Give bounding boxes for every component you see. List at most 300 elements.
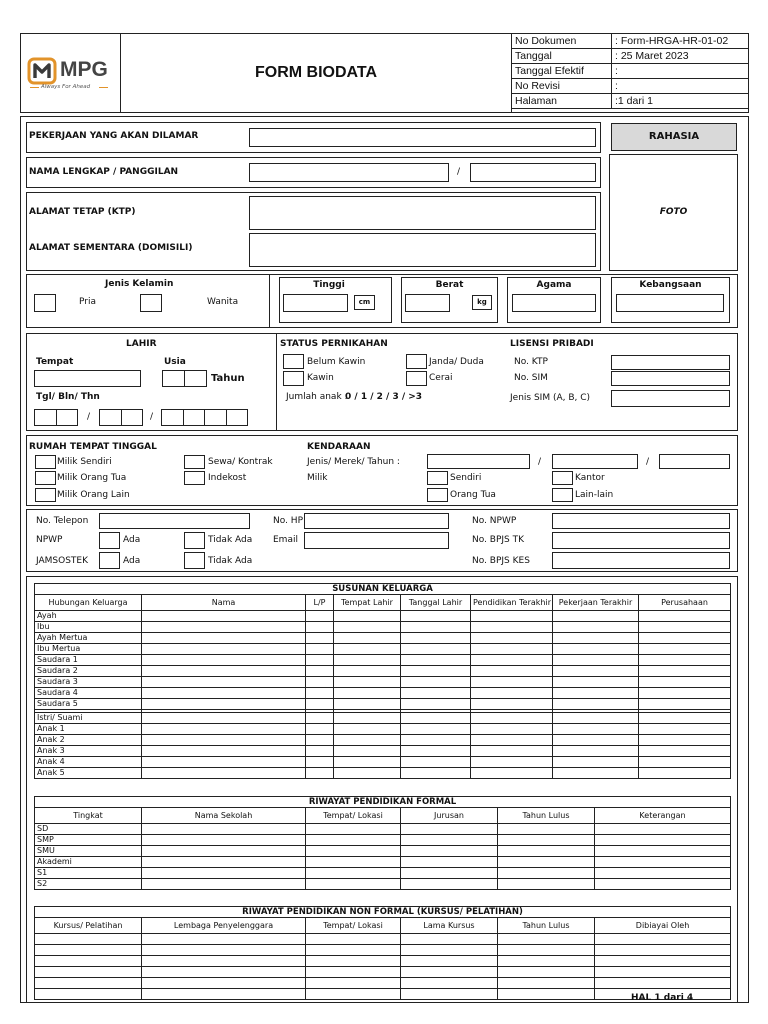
column-header: Tingkat (35, 808, 142, 824)
table-cell[interactable] (595, 857, 731, 868)
table-cell[interactable] (553, 757, 639, 768)
label-jamsostek: JAMSOSTEK (36, 556, 89, 566)
table-cell[interactable] (498, 945, 595, 956)
table-cell[interactable] (553, 622, 639, 633)
table-cell[interactable] (595, 824, 731, 835)
table-cell[interactable] (498, 868, 595, 879)
table-cell[interactable] (306, 934, 401, 945)
table-cell[interactable] (334, 724, 401, 735)
table-cell[interactable] (306, 666, 334, 677)
column-header: Lembaga Penyelenggara (142, 918, 306, 934)
row-label: Saudara 3 (35, 677, 142, 688)
table-row (35, 735, 731, 746)
table-cell[interactable] (334, 735, 401, 746)
table-row (35, 945, 731, 956)
table-cell[interactable] (142, 757, 306, 768)
table-cell[interactable] (142, 934, 306, 945)
table-cell[interactable] (306, 945, 401, 956)
label-kawin: Kawin (307, 373, 334, 383)
table-cell[interactable] (306, 611, 334, 622)
table-cell[interactable] (639, 713, 731, 724)
label-npwp-no: No. NPWP (472, 516, 517, 526)
mpg-logo-icon (27, 57, 57, 85)
table-row (35, 868, 731, 879)
table-cell[interactable] (306, 967, 401, 978)
table-cell[interactable] (595, 835, 731, 846)
table-cell[interactable] (471, 688, 553, 699)
label-tempat: Tempat (36, 357, 74, 367)
table-cell[interactable] (142, 879, 306, 890)
row-label (35, 934, 142, 945)
table-cell[interactable] (306, 644, 334, 655)
table-susunan-keluarga (34, 583, 731, 779)
label-indekost: Indekost (208, 473, 247, 483)
table-cell[interactable] (401, 846, 498, 857)
table-cell[interactable] (306, 824, 401, 835)
doc-value: :1 dari 1 (612, 94, 749, 109)
table-cell[interactable] (639, 757, 731, 768)
table-cell[interactable] (142, 746, 306, 757)
table-cell[interactable] (306, 846, 401, 857)
table-cell[interactable] (595, 945, 731, 956)
label-ktp: No. KTP (514, 357, 548, 367)
table-cell[interactable] (471, 611, 553, 622)
table-cell[interactable] (334, 677, 401, 688)
table-cell[interactable] (639, 768, 731, 779)
table-cell[interactable] (401, 713, 471, 724)
table-row (35, 713, 731, 724)
table-cell[interactable] (553, 633, 639, 644)
label-lisensi: LISENSI PRIBADI (510, 339, 594, 349)
table-cell[interactable] (639, 677, 731, 688)
table-cell[interactable] (595, 846, 731, 857)
table-cell[interactable] (334, 713, 401, 724)
label-milik-ortu: Milik Orang Tua (57, 473, 127, 483)
table-cell[interactable] (334, 611, 401, 622)
doc-label: Halaman (512, 94, 612, 109)
table-cell[interactable] (334, 688, 401, 699)
table-cell[interactable] (142, 846, 306, 857)
table-cell[interactable] (639, 611, 731, 622)
table-cell[interactable] (553, 699, 639, 710)
row-label: Ayah Mertua (35, 633, 142, 644)
unit-cm-label: cm (358, 298, 371, 306)
label-cerai: Cerai (429, 373, 453, 383)
table-cell[interactable] (498, 978, 595, 989)
table-cell[interactable] (553, 746, 639, 757)
table-cell[interactable] (334, 768, 401, 779)
table-pendidikan-nonformal (34, 906, 731, 1000)
checkbox-belum-kawin[interactable] (283, 354, 304, 369)
column-header: Pekerjaan Terakhir (553, 595, 639, 611)
table-cell[interactable] (498, 857, 595, 868)
table-cell[interactable] (142, 735, 306, 746)
input-bln-1[interactable] (99, 409, 122, 426)
table-cell[interactable] (401, 611, 471, 622)
input-nama-panggilan[interactable] (470, 163, 596, 182)
table-cell[interactable] (306, 699, 334, 710)
tagline-line-right (99, 87, 108, 88)
input-usia-2[interactable] (184, 370, 207, 387)
input-alamat-sementara[interactable] (249, 233, 596, 267)
checkbox-sendiri[interactable] (427, 471, 448, 485)
label-hp: No. HP (273, 516, 303, 526)
table-cell[interactable] (142, 989, 306, 1000)
checkbox-kawin[interactable] (283, 371, 304, 386)
table-cell[interactable] (142, 611, 306, 622)
table-row (35, 978, 731, 989)
label-milik: Milik (307, 473, 328, 483)
table-cell[interactable] (306, 879, 401, 890)
doc-label: Tanggal Efektif (512, 64, 612, 79)
table-cell[interactable] (471, 713, 553, 724)
table-cell[interactable] (401, 677, 471, 688)
table-cell[interactable] (553, 666, 639, 677)
table-cell[interactable] (498, 824, 595, 835)
checkbox-sewa[interactable] (184, 455, 205, 469)
input-thn-2[interactable] (183, 409, 205, 426)
checkbox-indekost[interactable] (184, 471, 205, 485)
input-thn-1[interactable] (161, 409, 184, 426)
table-cell[interactable] (401, 835, 498, 846)
table-cell[interactable] (401, 655, 471, 666)
table-cell[interactable] (401, 857, 498, 868)
column-header: Perusahaan (639, 595, 731, 611)
table-cell[interactable] (334, 746, 401, 757)
table-cell[interactable] (142, 824, 306, 835)
table-cell[interactable] (639, 644, 731, 655)
checkbox-jamsostek-tidak[interactable] (184, 552, 205, 569)
row-label: Saudara 5 (35, 699, 142, 710)
table-cell[interactable] (306, 757, 334, 768)
checkbox-pria[interactable] (34, 294, 56, 312)
table-cell[interactable] (306, 746, 334, 757)
table-cell[interactable] (401, 735, 471, 746)
table-cell[interactable] (142, 633, 306, 644)
table-cell[interactable] (142, 868, 306, 879)
table-cell[interactable] (142, 699, 306, 710)
column-header: Keterangan (595, 808, 731, 824)
table-cell[interactable] (142, 967, 306, 978)
table-cell[interactable] (306, 835, 401, 846)
form-title: FORM BIODATA (254, 64, 378, 81)
table-cell[interactable] (306, 768, 334, 779)
input-npwp[interactable] (552, 513, 730, 529)
table-cell[interactable] (553, 713, 639, 724)
table-cell[interactable] (401, 879, 498, 890)
table-cell[interactable] (142, 655, 306, 666)
checkbox-lain-lain[interactable] (552, 488, 573, 502)
input-tgl-1[interactable] (34, 409, 57, 426)
input-jenis-sim[interactable] (611, 390, 730, 407)
checkbox-jamsostek-ada[interactable] (99, 552, 120, 569)
input-merek[interactable] (552, 454, 638, 469)
row-label: Saudara 2 (35, 666, 142, 677)
company-logo (27, 57, 117, 97)
label-npwp: NPWP (36, 535, 63, 545)
row-label (35, 967, 142, 978)
table-cell[interactable] (639, 666, 731, 677)
table-cell[interactable] (401, 978, 498, 989)
doc-label: No Dokumen (512, 34, 612, 49)
table-cell[interactable] (142, 713, 306, 724)
doc-value: : 25 Maret 2023 (612, 49, 749, 64)
table-row (35, 967, 731, 978)
input-hp[interactable] (304, 513, 449, 529)
table-cell[interactable] (142, 978, 306, 989)
jumlah-anak-options[interactable]: 0 / 1 / 2 / 3 / >3 (345, 392, 423, 402)
table-cell[interactable] (306, 724, 334, 735)
table-cell[interactable] (306, 956, 401, 967)
table-cell[interactable] (639, 746, 731, 757)
input-bpjs-kes[interactable] (552, 552, 730, 569)
table-cell[interactable] (595, 879, 731, 890)
table-cell[interactable] (553, 655, 639, 666)
table-cell[interactable] (401, 757, 471, 768)
table-cell[interactable] (639, 633, 731, 644)
table-cell[interactable] (306, 633, 334, 644)
input-alamat-tetap[interactable] (249, 196, 596, 230)
input-thn-4[interactable] (226, 409, 248, 426)
table-cell[interactable] (471, 735, 553, 746)
table-cell[interactable] (306, 978, 401, 989)
table-cell[interactable] (498, 934, 595, 945)
label-alamat-tetap: ALAMAT TETAP (KTP) (29, 207, 136, 217)
table-cell[interactable] (471, 666, 553, 677)
input-email[interactable] (304, 532, 449, 549)
table-row (35, 746, 731, 757)
input-tgl-2[interactable] (56, 409, 78, 426)
table-cell[interactable] (142, 768, 306, 779)
input-tempat-lahir[interactable] (34, 370, 141, 387)
column-header: Nama Sekolah (142, 808, 306, 824)
row-label (35, 956, 142, 967)
label-milik-lain: Milik Orang Lain (57, 490, 130, 500)
table-cell[interactable] (401, 688, 471, 699)
label-jenis-sim: Jenis SIM (A, B, C) (510, 393, 591, 403)
checkbox-cerai[interactable] (406, 371, 427, 386)
table-row (35, 622, 731, 633)
table-cell[interactable] (401, 633, 471, 644)
table-cell[interactable] (498, 846, 595, 857)
table-cell[interactable] (334, 644, 401, 655)
table-cell[interactable] (498, 989, 595, 1000)
table-cell[interactable] (306, 989, 401, 1000)
column-header: Tahun Lulus (498, 918, 595, 934)
table-cell[interactable] (401, 956, 498, 967)
table-cell[interactable] (639, 724, 731, 735)
table-cell[interactable] (401, 868, 498, 879)
table-cell[interactable] (401, 746, 471, 757)
table-cell[interactable] (553, 724, 639, 735)
table-cell[interactable] (639, 735, 731, 746)
table-cell[interactable] (498, 956, 595, 967)
table-cell[interactable] (553, 735, 639, 746)
table-cell[interactable] (595, 934, 731, 945)
table-cell[interactable] (553, 611, 639, 622)
table-cell[interactable] (401, 666, 471, 677)
table-title: SUSUNAN KELUARGA (35, 584, 731, 595)
table-cell[interactable] (471, 633, 553, 644)
table-cell[interactable] (306, 857, 401, 868)
table-row (35, 655, 731, 666)
table-cell[interactable] (142, 857, 306, 868)
table-row (35, 677, 731, 688)
doc-label: Tanggal (512, 49, 612, 64)
label-telepon: No. Telepon (36, 516, 89, 526)
table-cell[interactable] (142, 688, 306, 699)
table-cell[interactable] (401, 644, 471, 655)
table-cell[interactable] (142, 677, 306, 688)
table-cell[interactable] (142, 956, 306, 967)
label-kantor: Kantor (575, 473, 605, 483)
slash: / (150, 412, 154, 422)
row-label: Saudara 1 (35, 655, 142, 666)
label-agama: Agama (536, 280, 572, 290)
doc-label: No Revisi (512, 79, 612, 94)
input-agama[interactable] (512, 294, 596, 312)
label-sim: No. SIM (514, 373, 548, 383)
table-cell[interactable] (595, 868, 731, 879)
table-cell[interactable] (401, 967, 498, 978)
table-cell[interactable] (498, 879, 595, 890)
table-cell[interactable] (553, 677, 639, 688)
input-berat[interactable] (405, 294, 450, 312)
checkbox-npwp-ada[interactable] (99, 532, 120, 549)
table-cell[interactable] (306, 622, 334, 633)
label-jenis-kelamin: Jenis Kelamin (105, 279, 174, 289)
table-cell[interactable] (401, 724, 471, 735)
table-cell[interactable] (639, 688, 731, 699)
label-lahir: LAHIR (126, 339, 157, 349)
input-pekerjaan[interactable] (249, 128, 596, 147)
table-cell[interactable] (471, 622, 553, 633)
table-cell[interactable] (142, 644, 306, 655)
table-cell[interactable] (306, 688, 334, 699)
table-cell[interactable] (306, 735, 334, 746)
table-cell[interactable] (471, 746, 553, 757)
checkbox-orang-tua[interactable] (427, 488, 448, 502)
row-label (35, 989, 142, 1000)
table-cell[interactable] (553, 768, 639, 779)
table-cell[interactable] (471, 655, 553, 666)
label-bpjs-kes: No. BPJS KES (472, 556, 530, 566)
input-ktp[interactable] (611, 355, 730, 370)
column-header: Hubungan Keluarga (35, 595, 142, 611)
table-cell[interactable] (639, 699, 731, 710)
row-label: Ibu Mertua (35, 644, 142, 655)
checkbox-milik-ortu[interactable] (35, 471, 56, 485)
label-ada: Ada (123, 556, 141, 566)
input-nama-lengkap[interactable] (249, 163, 449, 182)
table-cell[interactable] (595, 967, 731, 978)
table-cell[interactable] (142, 666, 306, 677)
input-jenis[interactable] (427, 454, 530, 469)
input-telepon[interactable] (99, 513, 250, 529)
checkbox-milik-lain[interactable] (35, 488, 56, 502)
table-row (35, 989, 731, 1000)
input-tinggi[interactable] (283, 294, 348, 312)
table-cell[interactable] (334, 633, 401, 644)
input-bln-2[interactable] (121, 409, 143, 426)
input-usia-1[interactable] (162, 370, 185, 387)
table-cell[interactable] (471, 644, 553, 655)
checkbox-milik-sendiri[interactable] (35, 455, 56, 469)
table-row (35, 768, 731, 779)
input-sim[interactable] (611, 371, 730, 386)
table-cell[interactable] (142, 945, 306, 956)
table-cell[interactable] (401, 989, 498, 1000)
table-cell[interactable] (553, 644, 639, 655)
table-cell[interactable] (401, 824, 498, 835)
column-header: Tanggal Lahir (401, 595, 471, 611)
column-header: L/P (306, 595, 334, 611)
table-cell[interactable] (639, 622, 731, 633)
table-cell[interactable] (142, 835, 306, 846)
table-cell[interactable] (471, 677, 553, 688)
table-cell[interactable] (306, 677, 334, 688)
table-cell[interactable] (471, 757, 553, 768)
row-label: SMU (35, 846, 142, 857)
checkbox-wanita[interactable] (140, 294, 162, 312)
table-cell[interactable] (553, 688, 639, 699)
table-row (35, 688, 731, 699)
row-label: Akademi (35, 857, 142, 868)
label-belum-kawin: Belum Kawin (307, 357, 366, 367)
table-cell[interactable] (334, 666, 401, 677)
table-cell[interactable] (471, 699, 553, 710)
table-cell[interactable] (334, 655, 401, 666)
table-cell[interactable] (334, 622, 401, 633)
table-cell[interactable] (306, 713, 334, 724)
table-cell[interactable] (334, 699, 401, 710)
label-kendaraan: KENDARAAN (307, 442, 371, 452)
row-label (35, 945, 142, 956)
table-cell[interactable] (639, 655, 731, 666)
checkbox-npwp-tidak[interactable] (184, 532, 205, 549)
checkbox-janda-duda[interactable] (406, 354, 427, 369)
table-cell[interactable] (401, 699, 471, 710)
table-cell[interactable] (401, 945, 498, 956)
divider (276, 333, 277, 431)
table-cell[interactable] (306, 655, 334, 666)
input-kebangsaan[interactable] (616, 294, 724, 312)
table-cell[interactable] (471, 768, 553, 779)
input-tahun-kendaraan[interactable] (659, 454, 730, 469)
table-cell[interactable] (595, 978, 731, 989)
table-cell[interactable] (401, 934, 498, 945)
table-cell[interactable] (401, 622, 471, 633)
checkbox-kantor[interactable] (552, 471, 573, 485)
table-cell[interactable] (595, 956, 731, 967)
table-cell[interactable] (142, 724, 306, 735)
table-cell[interactable] (142, 622, 306, 633)
row-label: SMP (35, 835, 142, 846)
table-cell[interactable] (471, 724, 553, 735)
table-cell[interactable] (401, 768, 471, 779)
input-bpjs-tk[interactable] (552, 532, 730, 549)
table-row (35, 835, 731, 846)
table-cell[interactable] (498, 967, 595, 978)
column-header: Tempat/ Lokasi (306, 918, 401, 934)
table-cell[interactable] (498, 835, 595, 846)
slash: / (646, 457, 650, 467)
label-wanita: Wanita (207, 297, 239, 307)
table-cell[interactable] (334, 757, 401, 768)
table-cell[interactable] (306, 868, 401, 879)
label-status-pernikahan: STATUS PERNIKAHAN (280, 339, 388, 349)
input-thn-3[interactable] (204, 409, 227, 426)
